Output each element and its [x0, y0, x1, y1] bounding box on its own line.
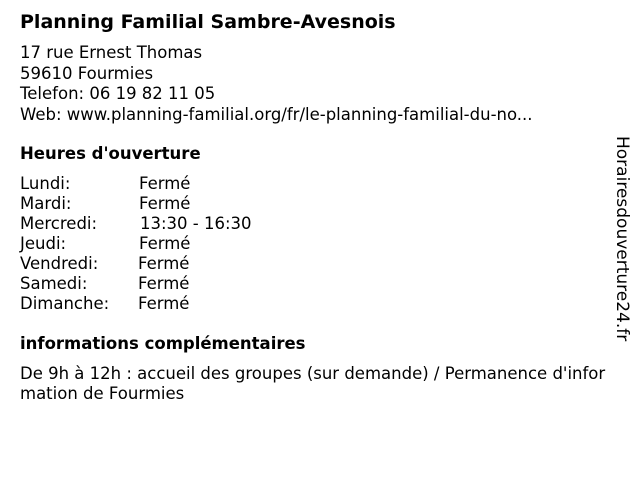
hours-heading: Heures d'ouverture — [20, 144, 201, 163]
day-label: Vendredi: — [20, 254, 99, 273]
day-hours: Fermé — [138, 254, 190, 273]
day-label: Samedi: — [20, 274, 88, 293]
phone-number: Telefon: 06 19 82 11 05 — [20, 84, 216, 103]
day-label: Dimanche: — [20, 294, 110, 313]
watermark — [612, 136, 634, 346]
street-address: 17 rue Ernest Thomas — [20, 43, 203, 62]
city-postal: 59610 Fourmies — [20, 63, 154, 83]
day-hours: 13:30 - 16:30 — [140, 214, 252, 233]
day-label: Jeudi: — [20, 234, 67, 253]
website-link[interactable]: Web: www.planning-familial.org/fr/le-planning-familial-du-no... — [20, 104, 533, 124]
day-hours: Fermé — [138, 294, 190, 313]
info-heading: informations complémentaires — [20, 334, 306, 353]
day-label: Mardi: — [20, 194, 72, 213]
address-block — [20, 43, 533, 125]
day-hours: Fermé — [139, 234, 191, 253]
page-title: Planning Familial Sambre-Avesnois — [20, 11, 396, 33]
day-label: Lundi: — [20, 174, 71, 193]
day-label: Mercredi: — [20, 214, 98, 233]
day-hours: Fermé — [139, 194, 191, 213]
info-text: De 9h à 12h : accueil des groupes (sur demande) / Permanence d'information de Fourmies — [20, 364, 606, 403]
day-hours: Fermé — [139, 174, 191, 193]
watermark-text: Horairesdouverture24.fr — [612, 136, 632, 342]
day-hours: Fermé — [138, 274, 190, 293]
